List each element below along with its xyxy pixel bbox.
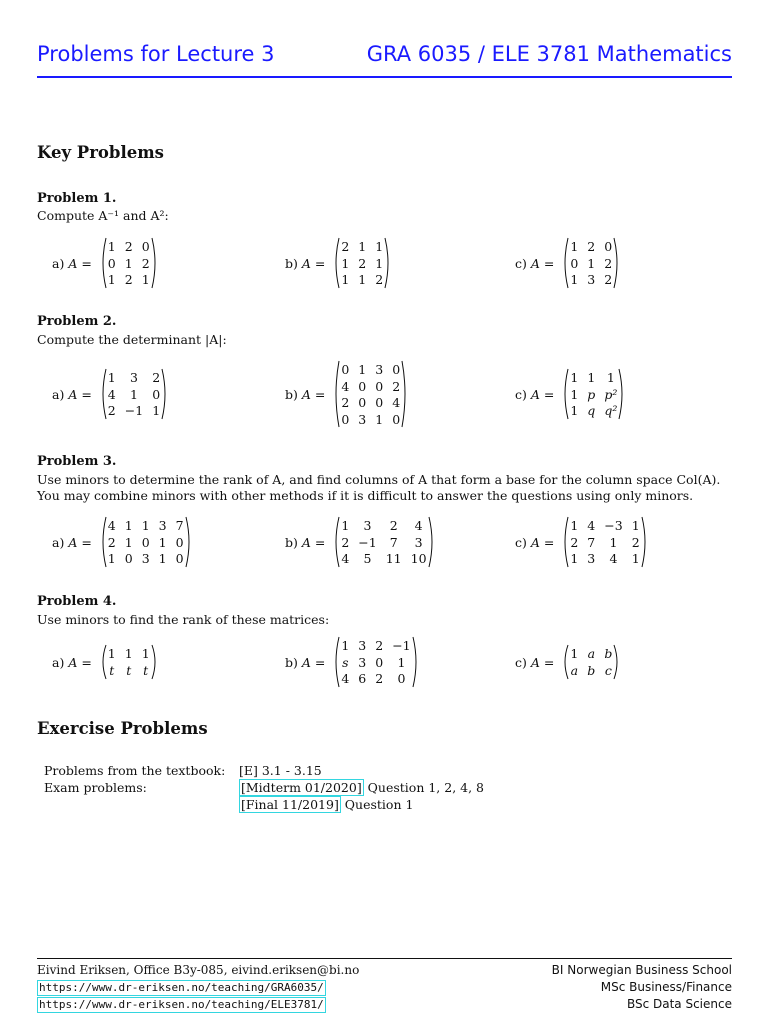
matrix-cell: −1 (358, 534, 377, 550)
matrix-cell: 3 (375, 362, 384, 377)
matrix-cell: 1 (107, 239, 116, 254)
matrix-cell: 0 (392, 362, 401, 377)
matrix-cell: 2 (341, 239, 350, 254)
header-course-title: GRA 6035 / ELE 3781 Mathematics (366, 42, 732, 66)
problem-1-text: Compute A⁻¹ and A²: (37, 208, 169, 223)
problem-2-part-1 (52, 368, 168, 420)
matrix-cell: 2 (341, 395, 350, 410)
matrix (562, 644, 620, 680)
matrix-cell: 1 (107, 551, 116, 567)
matrix-cell: 1 (152, 403, 161, 419)
part-label: b) A = (285, 255, 326, 271)
matrix-cell: 0 (341, 362, 350, 377)
footer-rule (37, 958, 732, 959)
matrix (333, 636, 418, 688)
matrix-cell: 1 (124, 518, 133, 533)
problem-1-title: Problem 1. (37, 191, 117, 206)
matrix-cell: 1 (570, 551, 579, 567)
matrix-cell: 2 (389, 518, 398, 533)
matrix-cell: t (126, 663, 132, 678)
footer-program-bsc: BSc Data Science (626, 997, 732, 1011)
matrix-cell: 1 (570, 403, 579, 419)
part-label: b) A = (285, 654, 326, 670)
matrix-cell: 1 (141, 646, 150, 661)
problem-2-text: Compute the determinant |A|: (37, 332, 227, 347)
problem-4-part-3 (515, 644, 620, 680)
matrix-cell: 2 (375, 671, 384, 687)
midterm-link[interactable]: [Midterm 01/2020] (241, 780, 362, 795)
header-lecture-title: Problems for Lecture 3 (37, 42, 275, 66)
exam-label: Exam problems: (44, 780, 147, 795)
matrix-cell: 2 (358, 255, 367, 271)
matrix-cell: 0 (375, 395, 384, 410)
matrix-cell: 3 (587, 272, 596, 288)
matrix-cell: 0 (152, 386, 161, 402)
footer-url-ele3781[interactable]: https://www.dr-eriksen.no/teaching/ELE3781/ (39, 998, 324, 1011)
exercise-row-textbook (44, 762, 484, 779)
footer-school: BI Norwegian Business School (551, 963, 732, 977)
problem-2-part-3 (515, 368, 625, 420)
part-label: c) A = (515, 255, 555, 271)
matrix-cell: 0 (604, 239, 613, 254)
matrix-cell: s (342, 654, 349, 670)
matrix-cell: 0 (375, 378, 384, 394)
matrix (100, 644, 158, 680)
matrix-cell: 0 (570, 255, 579, 271)
matrix-cell: 1 (141, 272, 150, 288)
problem-2-part-2 (285, 360, 408, 428)
matrix-cell: 2 (107, 534, 116, 550)
footer-program-msc: MSc Business/Finance (600, 980, 732, 994)
matrix (562, 516, 647, 568)
matrix-cell: 2 (141, 255, 150, 271)
matrix-cell: 1 (107, 646, 116, 661)
problem-3-part-1 (52, 516, 192, 568)
matrix (100, 516, 192, 568)
exercise-table (44, 762, 484, 813)
header-rule (37, 76, 732, 78)
matrix-cell: b (604, 646, 613, 661)
matrix (333, 237, 391, 289)
page-header (37, 38, 732, 72)
matrix-cell: p (587, 386, 596, 402)
part-label: b) A = (285, 534, 326, 550)
matrix (333, 516, 434, 568)
matrix-cell: 5 (363, 551, 372, 567)
matrix-cell: 1 (358, 362, 367, 377)
footer-right (552, 962, 732, 1013)
matrix-cell: 2 (604, 272, 613, 288)
matrix-cell: 3 (158, 518, 167, 533)
problem-4-part-1 (52, 644, 158, 680)
matrix-cell: 2 (604, 255, 613, 271)
matrix-cell: b (587, 663, 596, 678)
footer-author: Eivind Eriksen, Office B3y-085, eivind.eriksen@bi.no (37, 963, 360, 977)
final-questions: Question 1 (340, 797, 414, 812)
matrix-cell: 0 (358, 378, 367, 394)
matrix (100, 368, 168, 420)
matrix-cell: 4 (609, 551, 618, 567)
problem-4-title: Problem 4. (37, 594, 117, 609)
matrix-cell: 0 (341, 411, 350, 427)
matrix-cell: 0 (397, 671, 406, 687)
matrix-cell: 1 (587, 370, 596, 385)
matrix-cell: 3 (363, 518, 372, 533)
problem-4-part-2 (285, 636, 419, 688)
matrix-cell: 1 (570, 386, 579, 402)
matrix-cell: 4 (587, 518, 596, 533)
problem-1-part-2 (285, 237, 391, 289)
matrix-cell: 3 (358, 638, 367, 653)
matrix-cell: 3 (587, 551, 596, 567)
matrix-cell: 1 (570, 518, 579, 533)
matrix-cell: 0 (392, 411, 401, 427)
matrix-cell: 0 (375, 654, 384, 670)
matrix-cell: 1 (341, 255, 350, 271)
matrix-cell: 1 (587, 255, 596, 271)
matrix-cell: 2 (124, 239, 133, 254)
textbook-value: [E] 3.1 - 3.15 (239, 763, 322, 778)
matrix-cell: 4 (414, 518, 423, 533)
matrix-cell: 1 (124, 534, 133, 550)
matrix-cell: 1 (375, 239, 384, 254)
part-label: a) A = (52, 255, 92, 271)
matrix-cell: 2 (124, 272, 133, 288)
matrix-cell: 4 (341, 671, 350, 687)
matrix-cell: 1 (107, 272, 116, 288)
matrix-cell: 7 (389, 534, 398, 550)
matrix-cell: 1 (609, 534, 618, 550)
matrix-cell: 1 (124, 255, 133, 271)
problem-1-part-1 (52, 237, 158, 289)
matrix-cell: 4 (341, 378, 350, 394)
matrix-cell: 4 (107, 386, 116, 402)
footer-url-gra6035[interactable]: https://www.dr-eriksen.no/teaching/GRA6035/ (39, 981, 324, 994)
matrix-cell: p² (604, 386, 618, 402)
matrix-cell: 2 (107, 403, 116, 419)
problem-3-part-2 (285, 516, 435, 568)
matrix-cell: 4 (107, 518, 116, 533)
key-problems-heading: Key Problems (37, 143, 164, 162)
matrix-cell: 1 (158, 551, 167, 567)
matrix-cell: 1 (129, 386, 138, 402)
matrix-cell: 7 (587, 534, 596, 550)
matrix-cell: 1 (141, 518, 150, 533)
textbook-label: Problems from the textbook: (44, 763, 226, 778)
matrix-cell: 0 (107, 255, 116, 271)
matrix-cell: 2 (587, 239, 596, 254)
matrix-cell: t (143, 663, 149, 678)
matrix-cell: 2 (341, 534, 350, 550)
matrix-cell: 1 (158, 534, 167, 550)
part-label: a) A = (52, 386, 92, 402)
matrix-cell: 1 (341, 272, 350, 288)
exercise-row-exam-2 (44, 796, 484, 813)
footer-left (37, 962, 359, 1013)
matrix-cell: 0 (141, 239, 150, 254)
matrix-cell: 1 (124, 646, 133, 661)
matrix-cell: 3 (141, 551, 150, 567)
matrix-cell: −3 (604, 518, 623, 533)
problem-3-part-3 (515, 516, 648, 568)
problem-4-text: Use minors to find the rank of these matrices: (37, 612, 330, 627)
matrix-cell: 6 (358, 671, 367, 687)
matrix-cell: 10 (410, 551, 427, 567)
matrix (562, 368, 625, 420)
final-link[interactable]: [Final 11/2019] (241, 797, 339, 812)
part-label: c) A = (515, 534, 555, 550)
matrix-cell: 1 (341, 638, 350, 653)
matrix-cell: 1 (358, 239, 367, 254)
matrix-cell: c (604, 663, 612, 678)
matrix-cell: −1 (392, 638, 411, 653)
matrix-cell: 3 (358, 411, 367, 427)
midterm-questions: Question 1, 2, 4, 8 (363, 780, 485, 795)
matrix-cell: 1 (570, 370, 579, 385)
problem-3-text: Use minors to determine the rank of A, and find columns of A that form a base for the column space Col(A). You may combine minors with other methods if it is difficult to answer the questions using only minors. (37, 472, 721, 503)
part-label: a) A = (52, 654, 92, 670)
matrix-cell: 3 (414, 534, 423, 550)
problem-3-title: Problem 3. (37, 454, 117, 469)
matrix-cell: 1 (631, 518, 640, 533)
matrix-cell: 2 (375, 272, 384, 288)
matrix-cell: 1 (631, 551, 640, 567)
matrix-cell: 2 (152, 370, 161, 385)
matrix-cell: 7 (175, 518, 184, 533)
problem-2-title: Problem 2. (37, 314, 117, 329)
part-label: c) A = (515, 386, 555, 402)
matrix (333, 360, 408, 428)
part-label: c) A = (515, 654, 555, 670)
matrix-cell: 1 (570, 239, 579, 254)
matrix-cell: 1 (606, 370, 615, 385)
matrix (562, 237, 620, 289)
matrix-cell: 2 (570, 534, 579, 550)
matrix-cell: 2 (392, 378, 401, 394)
matrix-cell: 4 (392, 395, 401, 410)
exercise-row-exam-1 (44, 779, 484, 796)
matrix-cell: 1 (341, 518, 350, 533)
matrix-cell: 0 (358, 395, 367, 410)
part-label: a) A = (52, 534, 92, 550)
matrix-cell: 0 (175, 551, 184, 567)
matrix-cell: 3 (129, 370, 138, 385)
matrix-cell: a (570, 663, 579, 678)
matrix-cell: a (587, 646, 596, 661)
matrix-cell: 1 (107, 370, 116, 385)
matrix-cell: 11 (385, 551, 402, 567)
matrix-cell: 1 (375, 255, 384, 271)
problem-1-part-3 (515, 237, 620, 289)
matrix-cell: q² (604, 403, 618, 419)
matrix-cell: 3 (358, 654, 367, 670)
matrix-cell: q (587, 403, 596, 419)
matrix-cell: t (109, 663, 115, 678)
matrix-cell: 0 (175, 534, 184, 550)
matrix-cell: 1 (358, 272, 367, 288)
matrix-cell: 4 (341, 551, 350, 567)
matrix-cell: 1 (397, 654, 406, 670)
matrix-cell: 1 (570, 272, 579, 288)
matrix-cell: 2 (631, 534, 640, 550)
matrix-cell: 0 (124, 551, 133, 567)
matrix-cell: −1 (124, 403, 144, 419)
matrix-cell: 1 (570, 646, 579, 661)
matrix-cell: 0 (141, 534, 150, 550)
part-label: b) A = (285, 386, 326, 402)
matrix-cell: 1 (375, 411, 384, 427)
matrix-cell: 2 (375, 638, 384, 653)
matrix (100, 237, 158, 289)
exercise-problems-heading: Exercise Problems (37, 719, 208, 738)
